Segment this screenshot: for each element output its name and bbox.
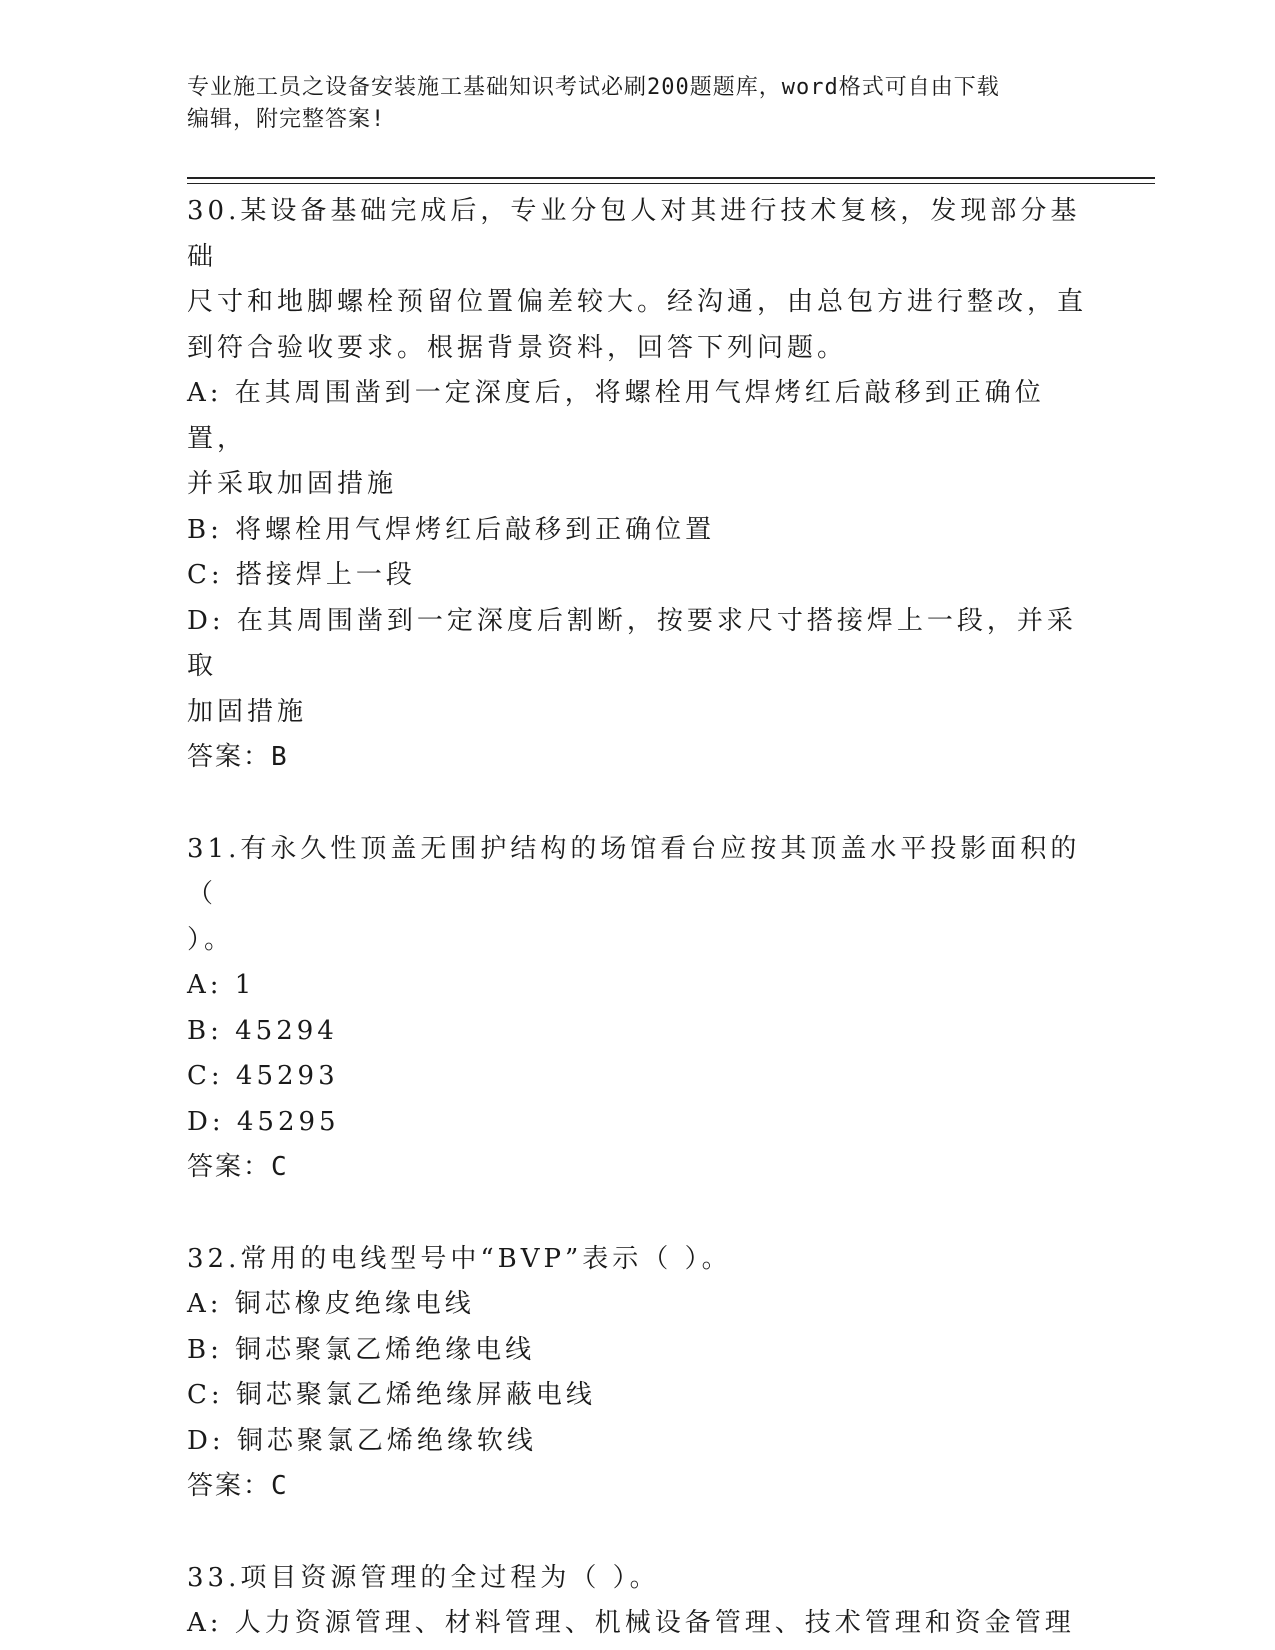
question-30-answer: 答案：B [187,742,289,772]
question-30-option-a-line-1: A: 在其周围凿到一定深度后，将螺栓用气焊烤红后敲移到正确位置， [187,378,1045,454]
header-rule-thick [187,177,1155,179]
question-separator [187,781,1087,827]
header-title-line-1: 专业施工员之设备安装施工基础知识考试必刷200题题库，word格式可自由下载 [187,75,1000,100]
question-30 [187,189,1087,781]
question-30-stem-line-1: 30.某设备基础完成后，专业分包人对其进行技术复核，发现部分基础 [187,196,1081,272]
question-31-option-d: D: 45295 [187,1106,340,1137]
document-header [187,72,1067,136]
question-30-option-d-line-1: D: 在其周围凿到一定深度后割断，按要求尺寸搭接焊上一段，并采取 [187,605,1077,681]
question-32-option-d: D: 铜芯聚氯乙烯绝缘软线 [187,1425,537,1456]
question-separator [187,1510,1087,1556]
question-32-option-b: B: 铜芯聚氯乙烯绝缘电线 [187,1334,536,1365]
question-30-option-d-line-2: 加固措施 [187,696,308,727]
question-31-option-a: A: 1 [187,970,256,1000]
question-30-option-a-line-2: 并采取加固措施 [187,469,398,499]
question-32-answer: 答案：C [187,1471,289,1501]
question-30-option-b: B: 将螺栓用气焊烤红后敲移到正确位置 [187,514,716,545]
question-33-option-a: A: 人力资源管理、材料管理、机械设备管理、技术管理和资金管理 [187,1608,1075,1638]
question-33-stem: 33.项目资源管理的全过程为（ ）。 [187,1562,660,1593]
question-33 [187,1556,1087,1647]
question-30-stem-line-3: 到符合验收要求。根据背景资料，回答下列问题。 [187,332,848,363]
header-rule-thin [187,183,1155,184]
question-31-answer: 答案：C [187,1152,289,1182]
question-32-stem: 32.常用的电线型号中“BVP”表示（ ）。 [187,1243,732,1274]
header-title-line-2: 编辑，附完整答案! [187,107,386,132]
question-31-stem-line-1: 31.有永久性顶盖无围护结构的场馆看台应按其顶盖水平投影面积的（ [187,833,1081,909]
question-list [187,189,1087,1647]
question-31-option-c: C: 45293 [187,1061,339,1091]
question-31-option-b: B: 45294 [187,1015,338,1046]
question-30-stem-line-2: 尺寸和地脚螺栓预留位置偏差较大。经沟通，由总包方进行整改，直 [187,287,1088,317]
question-31-stem-line-2: ）。 [187,924,235,955]
question-32 [187,1237,1087,1510]
question-31 [187,827,1087,1191]
question-separator [187,1191,1087,1237]
question-32-option-c: C: 铜芯聚氯乙烯绝缘屏蔽电线 [187,1380,596,1410]
question-32-option-a: A: 铜芯橡皮绝缘电线 [187,1289,475,1319]
question-30-option-c: C: 搭接焊上一段 [187,560,416,590]
